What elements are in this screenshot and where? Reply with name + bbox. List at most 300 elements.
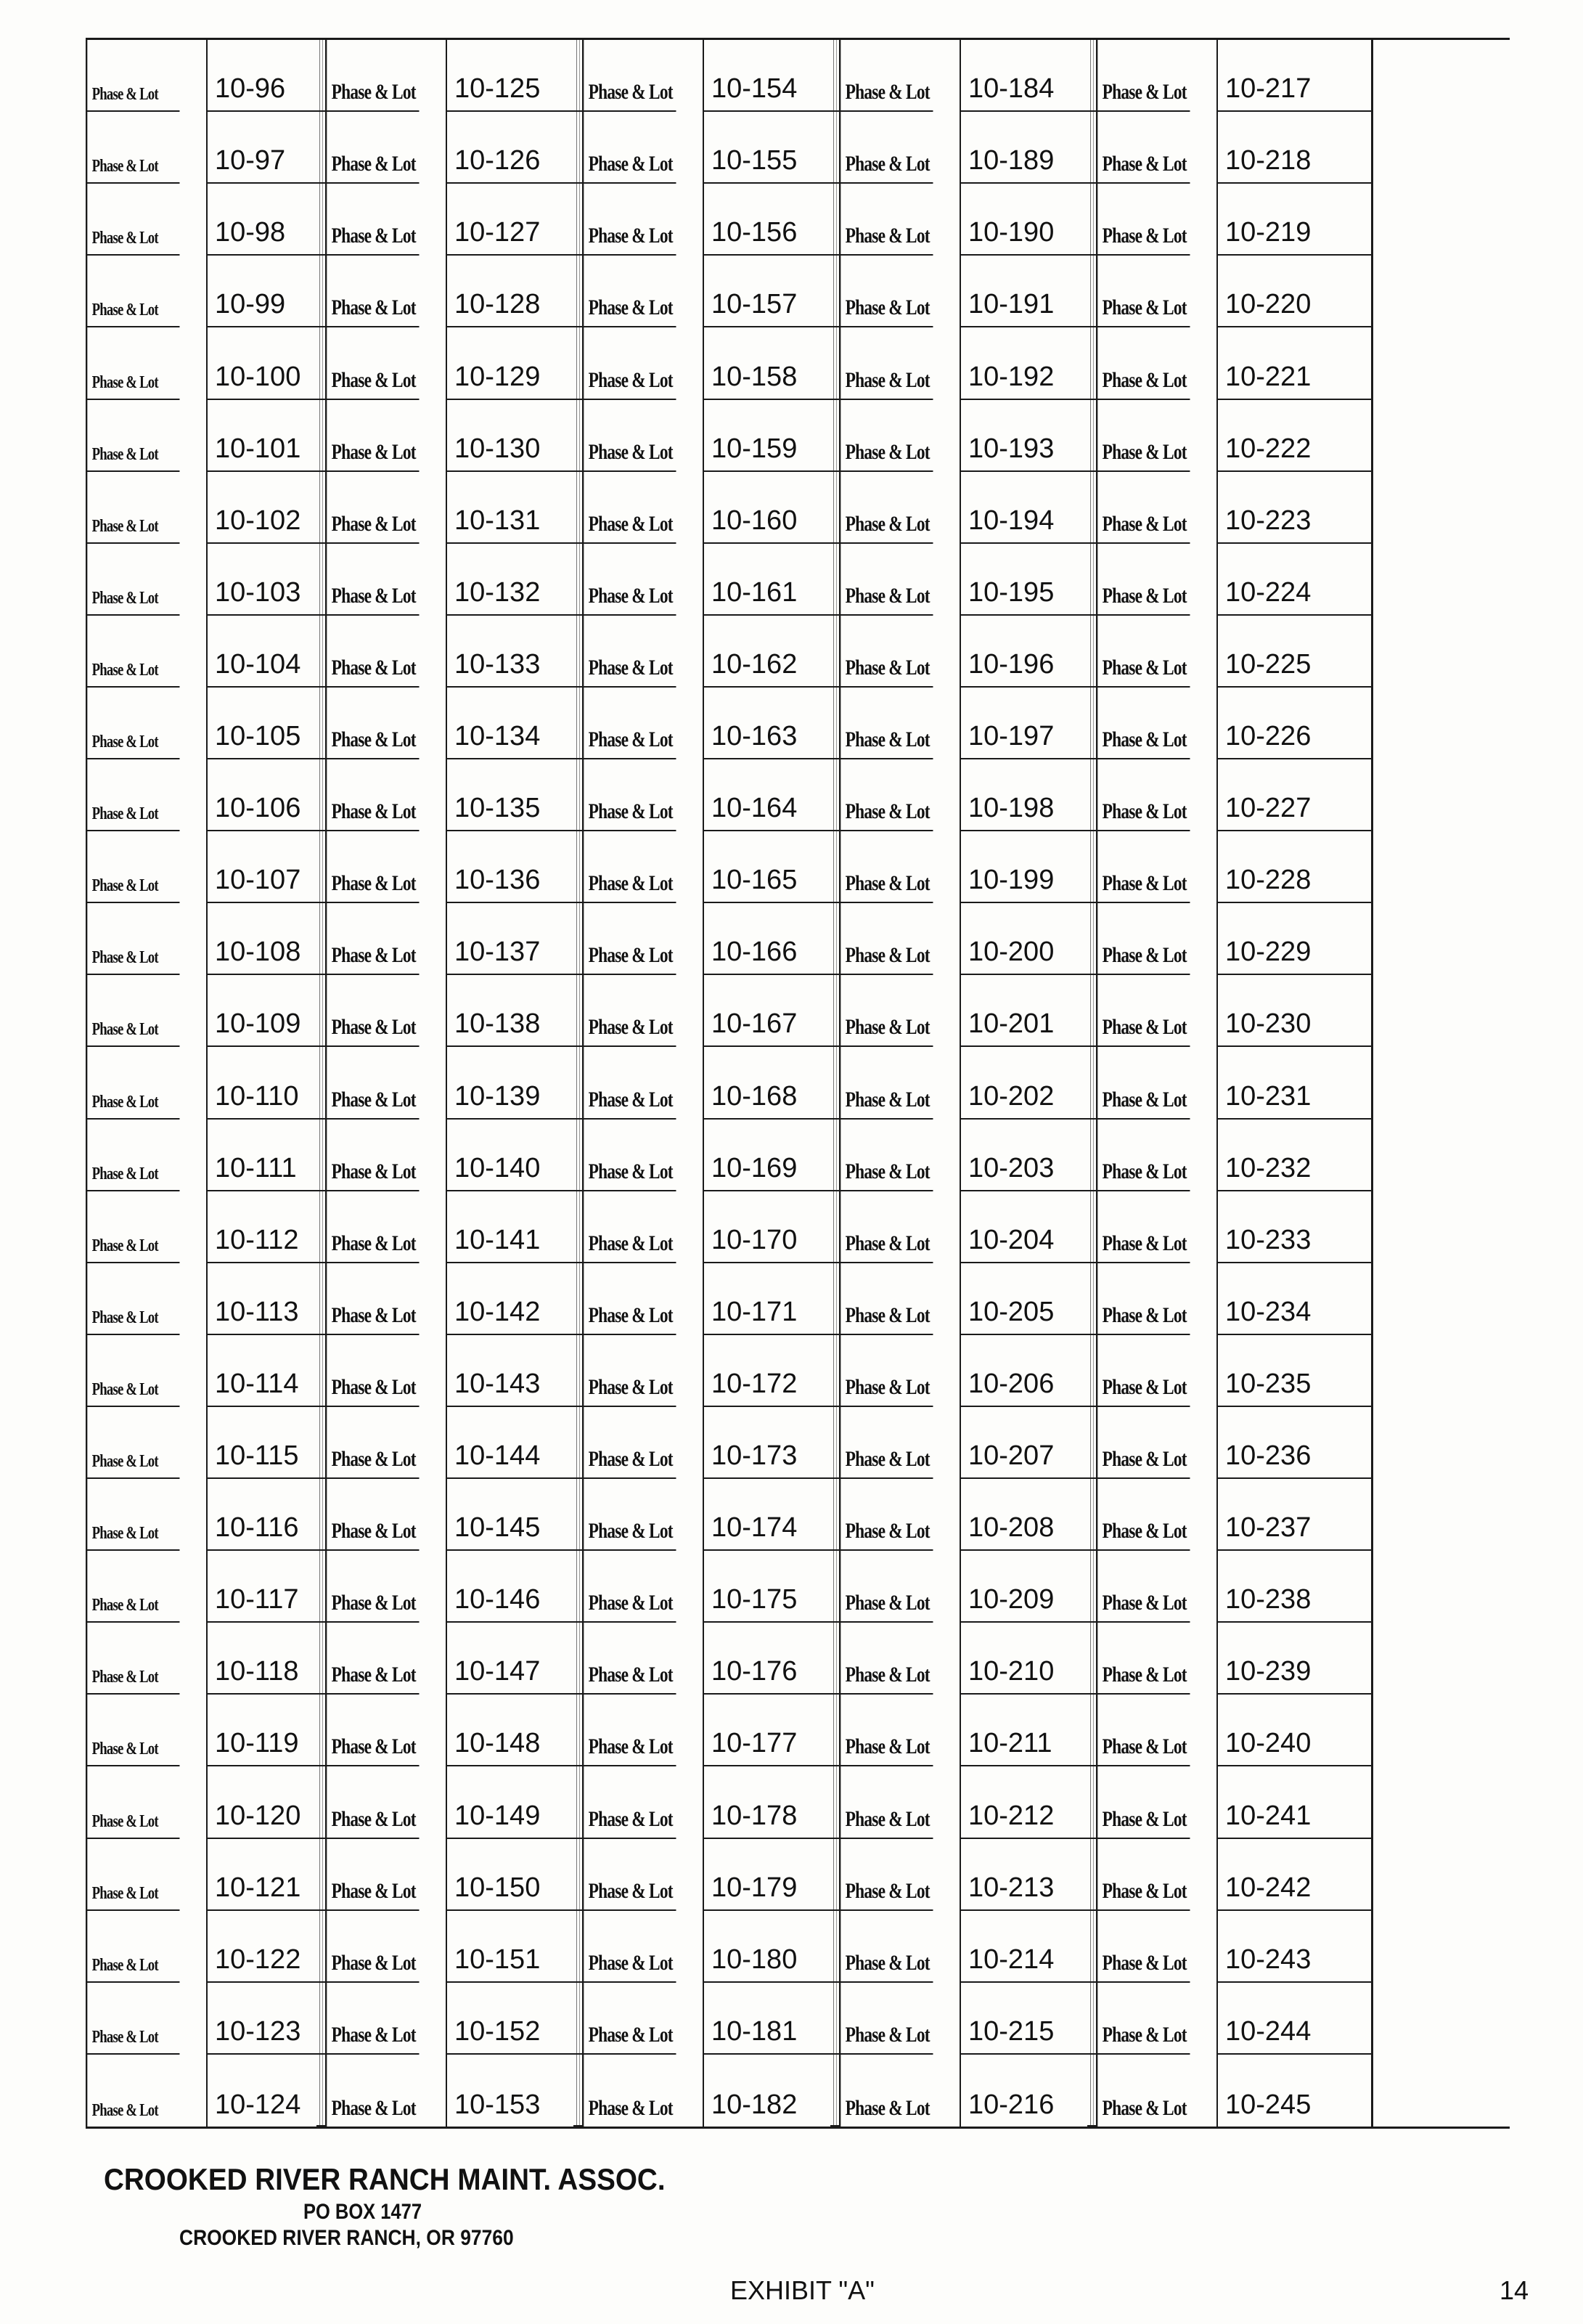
lot-number: 10-105 (206, 688, 316, 759)
phase-lot-label: Phase & Lot (582, 1551, 676, 1623)
phase-lot-label: Phase & Lot (86, 2055, 179, 2127)
column-divider (573, 1263, 582, 1335)
lot-number: 10-212 (960, 1766, 1087, 1838)
phase-lot-label: Phase & Lot (582, 112, 676, 184)
column-divider (1087, 1983, 1096, 2055)
phase-lot-label: Phase & Lot (325, 1120, 419, 1191)
phase-lot-label: Phase & Lot (1096, 472, 1190, 544)
column-divider (1087, 616, 1096, 688)
column-divider (1087, 400, 1096, 472)
lot-number: 10-125 (446, 40, 573, 112)
column-divider (1087, 975, 1096, 1047)
phase-lot-label: Phase & Lot (582, 831, 676, 903)
lot-number: 10-142 (446, 1263, 573, 1335)
phase-lot-label: Phase & Lot (86, 831, 179, 903)
column-divider (573, 1551, 582, 1623)
column-divider (1087, 688, 1096, 759)
phase-lot-label: Phase & Lot (86, 1911, 179, 1983)
phase-lot-label: Phase & Lot (86, 1766, 179, 1838)
column-divider (316, 544, 325, 616)
lot-number: 10-131 (446, 472, 573, 544)
lot-number: 10-241 (1216, 1766, 1373, 1838)
lot-number: 10-157 (703, 256, 830, 327)
lot-number: 10-189 (960, 112, 1087, 184)
lot-number: 10-145 (446, 1479, 573, 1551)
phase-lot-label: Phase & Lot (839, 1551, 933, 1623)
phase-lot-label: Phase & Lot (582, 472, 676, 544)
lot-number: 10-127 (446, 184, 573, 256)
column-divider (316, 1839, 325, 1911)
lot-number: 10-226 (1216, 688, 1373, 759)
lot-number: 10-172 (703, 1335, 830, 1407)
lot-number: 10-243 (1216, 1911, 1373, 1983)
phase-lot-label: Phase & Lot (1096, 400, 1190, 472)
phase-lot-label: Phase & Lot (325, 831, 419, 903)
lot-number: 10-147 (446, 1623, 573, 1695)
phase-lot-label: Phase & Lot (325, 1551, 419, 1623)
phase-lot-label: Phase & Lot (325, 1263, 419, 1335)
column-divider (316, 1479, 325, 1551)
column-divider (1087, 1479, 1096, 1551)
phase-lot-label: Phase & Lot (582, 1120, 676, 1191)
column-divider (316, 1983, 325, 2055)
lot-number: 10-222 (1216, 400, 1373, 472)
phase-lot-label: Phase & Lot (1096, 327, 1190, 399)
column-divider (830, 1695, 839, 1766)
phase-lot-label: Phase & Lot (1096, 2055, 1190, 2127)
lot-number: 10-180 (703, 1911, 830, 1983)
column-divider (316, 112, 325, 184)
phase-lot-label: Phase & Lot (839, 1479, 933, 1551)
column-divider (573, 184, 582, 256)
column-divider (1087, 544, 1096, 616)
column-divider (1087, 256, 1096, 327)
phase-lot-label: Phase & Lot (839, 616, 933, 688)
column-divider (830, 616, 839, 688)
lot-number: 10-117 (206, 1551, 316, 1623)
phase-lot-label: Phase & Lot (582, 1839, 676, 1911)
phase-lot-label: Phase & Lot (1096, 688, 1190, 759)
lot-number: 10-112 (206, 1191, 316, 1263)
lot-number: 10-229 (1216, 903, 1373, 975)
phase-lot-label: Phase & Lot (582, 1047, 676, 1119)
phase-lot-label: Phase & Lot (325, 2055, 419, 2127)
lot-number: 10-193 (960, 400, 1087, 472)
phase-lot-label: Phase & Lot (839, 544, 933, 616)
lot-number: 10-129 (446, 327, 573, 399)
lot-number: 10-97 (206, 112, 316, 184)
lot-number: 10-135 (446, 759, 573, 831)
phase-lot-label: Phase & Lot (582, 1335, 676, 1407)
column-divider (830, 975, 839, 1047)
phase-lot-label: Phase & Lot (839, 1695, 933, 1766)
phase-lot-label: Phase & Lot (325, 1479, 419, 1551)
column-divider (830, 831, 839, 903)
lot-number: 10-109 (206, 975, 316, 1047)
lot-number: 10-228 (1216, 831, 1373, 903)
phase-lot-label: Phase & Lot (325, 1766, 419, 1838)
phase-lot-label: Phase & Lot (1096, 1623, 1190, 1695)
organization-po-box: PO BOX 1477 (303, 2200, 422, 2224)
lot-number: 10-166 (703, 903, 830, 975)
phase-lot-label: Phase & Lot (86, 1695, 179, 1766)
phase-lot-label: Phase & Lot (1096, 112, 1190, 184)
lot-number: 10-194 (960, 472, 1087, 544)
phase-lot-label: Phase & Lot (325, 1191, 419, 1263)
column-divider (573, 256, 582, 327)
column-divider (573, 831, 582, 903)
phase-lot-label: Phase & Lot (582, 327, 676, 399)
lot-number: 10-196 (960, 616, 1087, 688)
lot-number: 10-178 (703, 1766, 830, 1838)
phase-lot-label: Phase & Lot (839, 40, 933, 112)
lot-number: 10-162 (703, 616, 830, 688)
phase-lot-label: Phase & Lot (1096, 1695, 1190, 1766)
column-divider (573, 903, 582, 975)
phase-lot-label: Phase & Lot (839, 831, 933, 903)
lot-number: 10-215 (960, 1983, 1087, 2055)
lot-number: 10-218 (1216, 112, 1373, 184)
column-divider (830, 40, 839, 112)
phase-lot-label: Phase & Lot (86, 327, 179, 399)
phase-lot-label: Phase & Lot (1096, 1766, 1190, 1838)
lot-number: 10-233 (1216, 1191, 1373, 1263)
phase-lot-label: Phase & Lot (839, 327, 933, 399)
lot-number: 10-134 (446, 688, 573, 759)
lot-number: 10-118 (206, 1623, 316, 1695)
phase-lot-label: Phase & Lot (86, 472, 179, 544)
lot-number: 10-182 (703, 2055, 830, 2127)
phase-lot-label: Phase & Lot (86, 688, 179, 759)
phase-lot-label: Phase & Lot (582, 1479, 676, 1551)
lot-number: 10-245 (1216, 2055, 1373, 2127)
lot-number: 10-236 (1216, 1407, 1373, 1479)
lot-number: 10-201 (960, 975, 1087, 1047)
column-divider (573, 1191, 582, 1263)
column-divider (316, 2055, 325, 2127)
lot-number: 10-158 (703, 327, 830, 399)
phase-lot-label: Phase & Lot (1096, 1839, 1190, 1911)
phase-lot-label: Phase & Lot (839, 1407, 933, 1479)
column-divider (316, 327, 325, 399)
phase-lot-label: Phase & Lot (839, 1766, 933, 1838)
lot-number: 10-140 (446, 1120, 573, 1191)
phase-lot-label: Phase & Lot (325, 400, 419, 472)
column-divider (316, 1047, 325, 1119)
lot-number: 10-138 (446, 975, 573, 1047)
column-divider (1087, 1551, 1096, 1623)
column-divider (1087, 112, 1096, 184)
lot-number: 10-232 (1216, 1120, 1373, 1191)
lot-number: 10-195 (960, 544, 1087, 616)
column-divider (316, 40, 325, 112)
phase-lot-label: Phase & Lot (582, 400, 676, 472)
lot-number: 10-234 (1216, 1263, 1373, 1335)
phase-lot-label: Phase & Lot (839, 1263, 933, 1335)
lot-number: 10-119 (206, 1695, 316, 1766)
phase-lot-label: Phase & Lot (582, 1623, 676, 1695)
column-divider (316, 903, 325, 975)
column-divider (1087, 1695, 1096, 1766)
lot-number: 10-116 (206, 1479, 316, 1551)
phase-lot-label: Phase & Lot (839, 1623, 933, 1695)
column-divider (573, 616, 582, 688)
phase-lot-label: Phase & Lot (1096, 1479, 1190, 1551)
lot-number: 10-230 (1216, 975, 1373, 1047)
column-divider (830, 400, 839, 472)
lot-number: 10-152 (446, 1983, 573, 2055)
lot-number: 10-111 (206, 1120, 316, 1191)
column-divider (1087, 1263, 1096, 1335)
column-divider (1087, 40, 1096, 112)
lot-number: 10-155 (703, 112, 830, 184)
phase-lot-label: Phase & Lot (582, 1263, 676, 1335)
phase-lot-label: Phase & Lot (86, 40, 179, 112)
column-divider (1087, 1047, 1096, 1119)
column-divider (573, 1983, 582, 2055)
lot-number: 10-136 (446, 831, 573, 903)
lot-number: 10-121 (206, 1839, 316, 1911)
phase-lot-label: Phase & Lot (1096, 1911, 1190, 1983)
column-divider (316, 256, 325, 327)
column-divider (573, 112, 582, 184)
phase-lot-label: Phase & Lot (86, 256, 179, 327)
column-divider (830, 256, 839, 327)
lot-number: 10-154 (703, 40, 830, 112)
column-divider (1087, 184, 1096, 256)
lot-number: 10-221 (1216, 327, 1373, 399)
lot-number: 10-122 (206, 1911, 316, 1983)
column-divider (573, 1695, 582, 1766)
column-divider (830, 1911, 839, 1983)
phase-lot-label: Phase & Lot (86, 616, 179, 688)
column-divider (316, 400, 325, 472)
column-divider (1087, 1623, 1096, 1695)
phase-lot-label: Phase & Lot (86, 903, 179, 975)
lot-number: 10-219 (1216, 184, 1373, 256)
phase-lot-label: Phase & Lot (86, 1191, 179, 1263)
phase-lot-label: Phase & Lot (86, 1551, 179, 1623)
column-divider (1087, 1120, 1096, 1191)
column-divider (1087, 2055, 1096, 2127)
lot-number: 10-173 (703, 1407, 830, 1479)
lot-number: 10-170 (703, 1191, 830, 1263)
phase-lot-label: Phase & Lot (325, 1911, 419, 1983)
lot-number: 10-110 (206, 1047, 316, 1119)
lot-number: 10-235 (1216, 1335, 1373, 1407)
lot-number: 10-208 (960, 1479, 1087, 1551)
lot-number: 10-242 (1216, 1839, 1373, 1911)
column-divider (316, 184, 325, 256)
column-divider (316, 975, 325, 1047)
phase-lot-label: Phase & Lot (86, 1407, 179, 1479)
phase-lot-label: Phase & Lot (582, 1983, 676, 2055)
phase-lot-label: Phase & Lot (86, 975, 179, 1047)
lot-number: 10-237 (1216, 1479, 1373, 1551)
phase-lot-label: Phase & Lot (86, 1263, 179, 1335)
column-divider (573, 2055, 582, 2127)
phase-lot-label: Phase & Lot (325, 975, 419, 1047)
column-divider (573, 1047, 582, 1119)
lot-number: 10-156 (703, 184, 830, 256)
column-divider (573, 1335, 582, 1407)
column-divider (573, 1911, 582, 1983)
column-divider (316, 1911, 325, 1983)
phase-lot-label: Phase & Lot (325, 759, 419, 831)
lot-number: 10-108 (206, 903, 316, 975)
lot-number: 10-200 (960, 903, 1087, 975)
column-divider (573, 1766, 582, 1838)
lot-number: 10-217 (1216, 40, 1373, 112)
column-divider (830, 688, 839, 759)
lot-number: 10-115 (206, 1407, 316, 1479)
phase-lot-label: Phase & Lot (1096, 256, 1190, 327)
phase-lot-label: Phase & Lot (325, 256, 419, 327)
lot-number: 10-225 (1216, 616, 1373, 688)
column-divider (1087, 831, 1096, 903)
column-divider (1087, 327, 1096, 399)
phase-lot-label: Phase & Lot (839, 2055, 933, 2127)
lot-number: 10-181 (703, 1983, 830, 2055)
lot-number: 10-163 (703, 688, 830, 759)
phase-lot-label: Phase & Lot (86, 400, 179, 472)
lot-number: 10-165 (703, 831, 830, 903)
column-divider (830, 544, 839, 616)
lot-number: 10-179 (703, 1839, 830, 1911)
phase-lot-label: Phase & Lot (1096, 40, 1190, 112)
column-divider (316, 831, 325, 903)
phase-lot-label: Phase & Lot (325, 472, 419, 544)
lot-number: 10-216 (960, 2055, 1087, 2127)
lot-number: 10-128 (446, 256, 573, 327)
phase-lot-label: Phase & Lot (1096, 759, 1190, 831)
column-divider (573, 1839, 582, 1911)
column-divider (316, 1120, 325, 1191)
phase-lot-label: Phase & Lot (325, 616, 419, 688)
column-divider (316, 1695, 325, 1766)
phase-lot-label: Phase & Lot (1096, 903, 1190, 975)
lot-number: 10-130 (446, 400, 573, 472)
column-divider (573, 400, 582, 472)
phase-lot-label: Phase & Lot (1096, 184, 1190, 256)
phase-lot-label: Phase & Lot (86, 759, 179, 831)
lot-number: 10-202 (960, 1047, 1087, 1119)
phase-lot-label: Phase & Lot (1096, 1551, 1190, 1623)
lot-number: 10-103 (206, 544, 316, 616)
phase-lot-label: Phase & Lot (582, 688, 676, 759)
lot-number: 10-114 (206, 1335, 316, 1407)
phase-lot-label: Phase & Lot (839, 1983, 933, 2055)
lot-number: 10-231 (1216, 1047, 1373, 1119)
lot-number: 10-239 (1216, 1623, 1373, 1695)
column-divider (316, 1551, 325, 1623)
lot-number: 10-176 (703, 1623, 830, 1695)
phase-lot-label: Phase & Lot (582, 1911, 676, 1983)
phase-lot-label: Phase & Lot (1096, 1191, 1190, 1263)
phase-lot-label: Phase & Lot (86, 1047, 179, 1119)
phase-lot-label: Phase & Lot (839, 759, 933, 831)
phase-lot-label: Phase & Lot (325, 688, 419, 759)
phase-lot-label: Phase & Lot (325, 1047, 419, 1119)
phase-lot-label: Phase & Lot (86, 1623, 179, 1695)
phase-lot-label: Phase & Lot (325, 1983, 419, 2055)
lot-number: 10-198 (960, 759, 1087, 831)
phase-lot-label: Phase & Lot (86, 544, 179, 616)
lot-number: 10-104 (206, 616, 316, 688)
lot-number: 10-146 (446, 1551, 573, 1623)
lot-number: 10-175 (703, 1551, 830, 1623)
phase-lot-label: Phase & Lot (582, 1766, 676, 1838)
phase-lot-label: Phase & Lot (325, 1407, 419, 1479)
column-divider (830, 184, 839, 256)
phase-lot-label: Phase & Lot (839, 256, 933, 327)
phase-lot-label: Phase & Lot (325, 40, 419, 112)
lot-number: 10-144 (446, 1407, 573, 1479)
column-divider (316, 1191, 325, 1263)
column-divider (573, 472, 582, 544)
lot-number: 10-151 (446, 1911, 573, 1983)
lot-number: 10-244 (1216, 1983, 1373, 2055)
lot-number: 10-227 (1216, 759, 1373, 831)
lot-number: 10-169 (703, 1120, 830, 1191)
column-divider (830, 472, 839, 544)
phase-lot-label: Phase & Lot (582, 1695, 676, 1766)
lot-number: 10-100 (206, 327, 316, 399)
lot-number: 10-123 (206, 1983, 316, 2055)
column-divider (1087, 1335, 1096, 1407)
column-divider (316, 616, 325, 688)
page-number: 14 (1500, 2275, 1529, 2305)
lot-number: 10-174 (703, 1479, 830, 1551)
phase-lot-label: Phase & Lot (839, 1120, 933, 1191)
phase-lot-label: Phase & Lot (1096, 1047, 1190, 1119)
column-divider (830, 1120, 839, 1191)
lot-number: 10-149 (446, 1766, 573, 1838)
lot-number: 10-206 (960, 1335, 1087, 1407)
lot-number: 10-101 (206, 400, 316, 472)
lot-number: 10-209 (960, 1551, 1087, 1623)
lot-number: 10-148 (446, 1695, 573, 1766)
lot-number: 10-192 (960, 327, 1087, 399)
phase-lot-label: Phase & Lot (325, 1623, 419, 1695)
lot-number: 10-99 (206, 256, 316, 327)
column-divider (1087, 759, 1096, 831)
column-divider (1087, 1911, 1096, 1983)
organization-city-line: CROOKED RIVER RANCH, OR 97760 (179, 2226, 514, 2250)
lot-number: 10-139 (446, 1047, 573, 1119)
column-divider (1087, 472, 1096, 544)
column-divider (573, 975, 582, 1047)
phase-lot-label: Phase & Lot (325, 184, 419, 256)
column-divider (1087, 903, 1096, 975)
phase-lot-label: Phase & Lot (86, 1120, 179, 1191)
phase-lot-label: Phase & Lot (839, 1047, 933, 1119)
lot-number: 10-137 (446, 903, 573, 975)
lot-number: 10-160 (703, 472, 830, 544)
column-divider (830, 903, 839, 975)
column-divider (316, 1766, 325, 1838)
lot-number: 10-164 (703, 759, 830, 831)
column-divider (316, 1263, 325, 1335)
column-divider (316, 472, 325, 544)
lot-number: 10-159 (703, 400, 830, 472)
lot-number: 10-102 (206, 472, 316, 544)
lot-number: 10-224 (1216, 544, 1373, 616)
phase-lot-label: Phase & Lot (839, 1911, 933, 1983)
phase-lot-table (86, 38, 1510, 2129)
lot-number: 10-106 (206, 759, 316, 831)
phase-lot-label: Phase & Lot (839, 903, 933, 975)
